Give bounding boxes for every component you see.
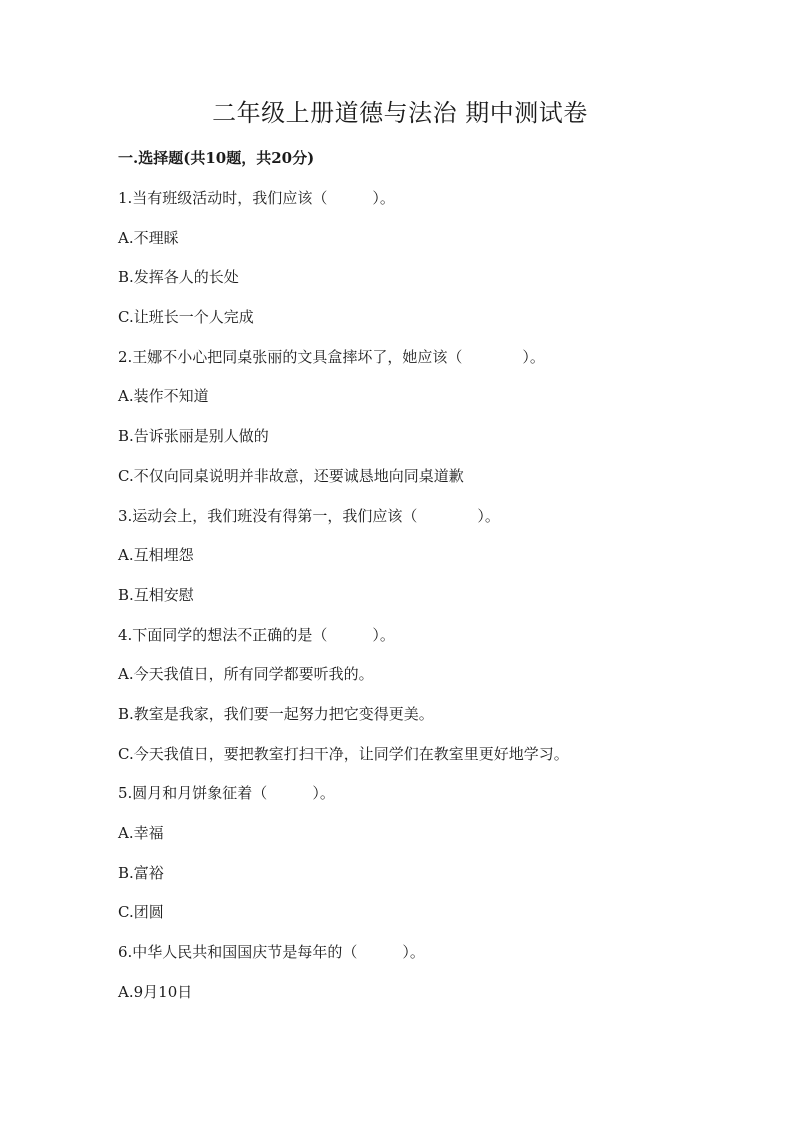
question-option: A.装作不知道 bbox=[118, 387, 209, 406]
section-heading: 一.选择题(共10题，共20分) bbox=[118, 149, 315, 167]
question-option: B.发挥各人的长处 bbox=[118, 268, 239, 287]
question-option: A.幸福 bbox=[118, 824, 164, 842]
question-stem: 2.王娜不小心把同桌张丽的文具盒摔坏了，她应该（ ）。 bbox=[118, 347, 545, 366]
question-option: A.互相埋怨 bbox=[118, 546, 194, 565]
question-option: A.9月10日 bbox=[118, 982, 193, 1001]
question-option: B.互相安慰 bbox=[118, 585, 194, 604]
question-option: C.不仅向同桌说明并非故意，还要诚恳地向同桌道歉 bbox=[118, 466, 464, 485]
question-stem: 1.当有班级活动时，我们应该（ ）。 bbox=[118, 189, 395, 207]
question-option: C.团圆 bbox=[118, 903, 164, 922]
page-title: 二年级上册道德与法治 期中测试卷 bbox=[212, 99, 588, 127]
question-stem: 3.运动会上，我们班没有得第一，我们应该（ ）。 bbox=[118, 506, 500, 525]
question-option: B.富裕 bbox=[118, 863, 164, 882]
question-stem: 4.下面同学的想法不正确的是（ ）。 bbox=[118, 625, 395, 644]
question-option: A.不理睬 bbox=[118, 228, 179, 247]
question-stem: 6.中华人民共和国国庆节是每年的（ ）。 bbox=[118, 943, 425, 962]
question-option: C.今天我值日，要把教室打扫干净，让同学们在教室里更好地学习。 bbox=[118, 744, 569, 763]
question-stem: 5.圆月和月饼象征着（ ）。 bbox=[118, 784, 335, 803]
question-option: C.让班长一个人完成 bbox=[118, 308, 254, 327]
question-list bbox=[118, 186, 718, 1019]
question-option: B.告诉张丽是别人做的 bbox=[118, 427, 269, 446]
question-option: B.教室是我家，我们要一起努力把它变得更美。 bbox=[118, 704, 434, 723]
question-option: A.今天我值日，所有同学都要听我的。 bbox=[118, 665, 374, 684]
